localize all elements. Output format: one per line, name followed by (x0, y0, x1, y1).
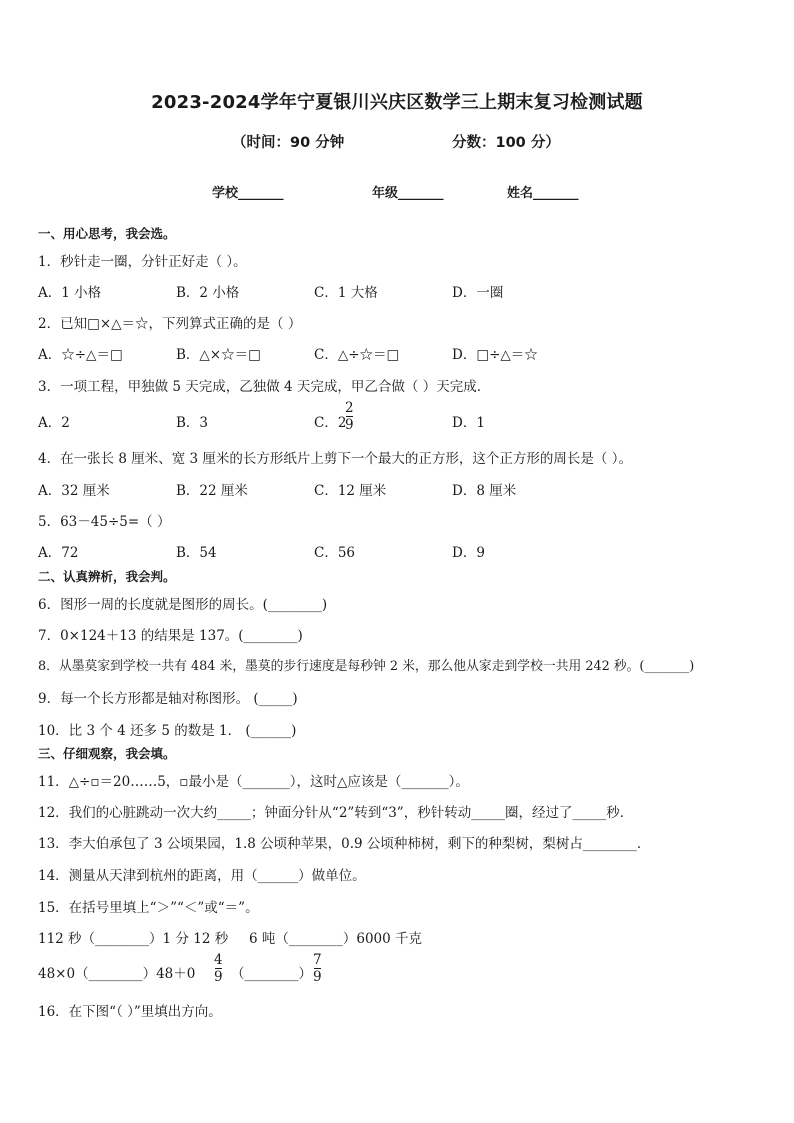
question-10: 10．比 3 个 4 还多 5 的数是 1． (______) (38, 723, 297, 739)
section-1-heading: 一、用心思考，我会选。 (38, 226, 176, 241)
question-8: 8．从墨莫家到学校一共有 484 米，墨莫的步行速度是每秒钟 2 米，那么他从家走到学校一共用 242 秒。(_______) (38, 659, 695, 674)
time-label: （时间：90 分钟 (232, 135, 345, 151)
q15-compare-4-blank: （________） (231, 966, 312, 982)
q3-option-c-fraction (345, 400, 354, 433)
q3-option-b: B．3 (176, 415, 209, 431)
q2-option-b: B．△×☆＝□ (176, 347, 261, 363)
fraction-numerator: 4 (214, 952, 223, 968)
q15-fraction-left (214, 952, 223, 985)
q5-option-d: D．9 (452, 545, 485, 561)
q2-option-c: C．△÷☆＝□ (314, 347, 400, 363)
question-14: 14．测量从天津到杭州的距离，用（______）做单位。 (38, 868, 366, 884)
q1-option-a: A．1 小格 (38, 285, 102, 301)
q3-option-d: D．1 (452, 415, 485, 431)
section-3-heading: 三、仔细观察，我会填。 (38, 746, 176, 761)
exam-title: 2023-2024学年宁夏银川兴庆区数学三上期末复习检测试题 (151, 92, 643, 113)
q15-compare-2: 6 吨（________）6000 千克 (249, 931, 423, 947)
question-13: 13．李大伯承包了 3 公顷果园，1.8 公顷种苹果，0.9 公顷种柿树，剩下的种梨树，梨树占________． (38, 836, 651, 852)
question-11: 11．△÷▫＝20……5，▫最小是（_______），这时△应该是（_______）。 (38, 774, 469, 790)
q4-option-c: C．12 厘米 (314, 483, 387, 499)
q15-compare-1: 112 秒（________）1 分 12 秒 (38, 931, 229, 947)
q1-option-b: B．2 小格 (176, 285, 240, 301)
fraction-numerator: 2 (345, 400, 354, 416)
section-2-heading: 二、认真辨析，我会判。 (38, 569, 176, 584)
q2-option-d: D．□÷△＝☆ (452, 347, 538, 363)
q1-option-c: C．1 大格 (314, 285, 378, 301)
q15-fraction-right (313, 952, 322, 985)
grade-field: 年级_______ (372, 186, 444, 201)
name-field: 姓名_______ (507, 186, 579, 201)
question-1: 1．秒针走一圈，分针正好走（ ）。 (38, 254, 247, 270)
question-2: 2．已知□×△＝☆，下列算式正确的是（ ） (38, 316, 302, 332)
question-12: 12．我们的心脏跳动一次大约_____；钟面分针从“2”转到“3”，秒针转动_____圈，经过了_____秒． (38, 805, 634, 821)
question-16: 16．在下图“（ ）”里填出方向。 (38, 1004, 222, 1020)
question-5: 5．63－45÷5=（ ） (38, 514, 171, 530)
q5-option-b: B．54 (176, 545, 217, 561)
q4-option-b: B．22 厘米 (176, 483, 248, 499)
q3-option-a: A．2 (38, 415, 70, 431)
question-6: 6．图形一周的长度就是图形的周长。(________) (38, 597, 328, 613)
fraction-denominator: 9 (313, 969, 322, 985)
q4-option-a: A．32 厘米 (38, 483, 110, 499)
fraction-denominator: 9 (214, 969, 223, 985)
question-7: 7．0×124＋13 的结果是 137。(________) (38, 628, 303, 644)
q15-compare-3: 48×0（________）48＋0 (38, 966, 196, 982)
fraction-numerator: 7 (313, 952, 322, 968)
school-field: 学校_______ (212, 186, 284, 201)
q1-option-d: D．一圈 (452, 285, 504, 301)
q3-option-c: C．2 (314, 415, 347, 431)
q5-option-c: C．56 (314, 545, 356, 561)
q2-option-a: A．☆÷△＝□ (38, 347, 123, 363)
question-9: 9．每一个长方形都是轴对称图形。 (_____) (38, 691, 298, 707)
question-3: 3．一项工程，甲独做 5 天完成，乙独做 4 天完成，甲乙合做（ ）天完成． (38, 379, 491, 395)
fraction-denominator: 9 (345, 417, 354, 433)
question-4: 4．在一张长 8 厘米、宽 3 厘米的长方形纸片上剪下一个最大的正方形，这个正方形的周长是（ ）。 (38, 451, 632, 467)
question-15: 15．在括号里填上“＞”“＜”或“＝”。 (38, 900, 259, 916)
q4-option-d: D．8 厘米 (452, 483, 517, 499)
score-label: 分数：100 分） (452, 135, 560, 151)
q5-option-a: A．72 (38, 545, 79, 561)
